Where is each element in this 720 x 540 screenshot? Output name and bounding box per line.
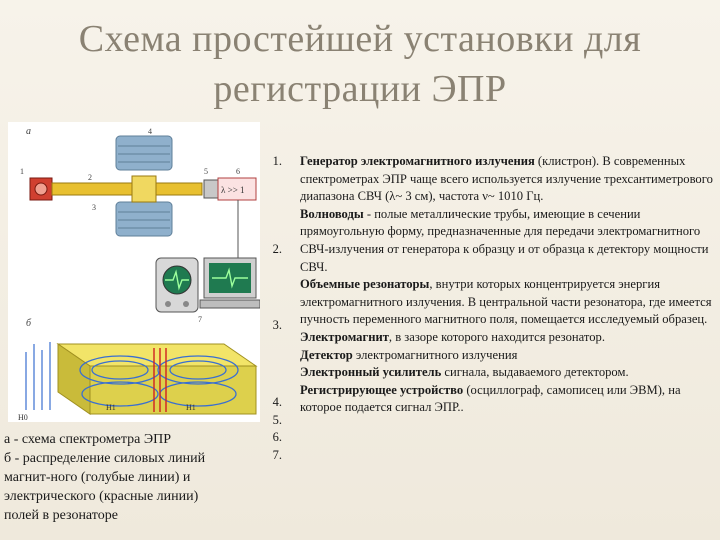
item-term: Электромагнит bbox=[300, 329, 389, 344]
magnet-pole-bottom bbox=[116, 202, 172, 236]
item-term: Объемные резонаторы bbox=[300, 277, 430, 292]
klystron-icon bbox=[35, 183, 47, 195]
label-part-6: 6 bbox=[236, 167, 240, 176]
caption-line-5: полей в резонаторе bbox=[4, 508, 118, 523]
label-part-2: 2 bbox=[88, 173, 92, 182]
list-item bbox=[300, 206, 714, 276]
item-text: сигнала, выдаваемого детектором. bbox=[441, 365, 629, 380]
label-a: а bbox=[26, 126, 31, 137]
list-number-3: 3. bbox=[272, 318, 282, 332]
item-text: (клистрон). В современных спектрометрах ЭПР чаще всего используется излучение трехсантиметрового диапазона СВЧ (λ~ 3 см), частота ν~ 1010 Гц. bbox=[300, 154, 713, 204]
item-text: , в зазоре которого находится резонатор. bbox=[388, 329, 605, 344]
label-part-5: 5 bbox=[204, 167, 208, 176]
figure-caption bbox=[4, 430, 276, 525]
list-number-7: 7. bbox=[272, 448, 282, 462]
caption-line-4: электрического (красные линии) bbox=[4, 489, 199, 504]
item-term: Волноводы bbox=[300, 206, 364, 221]
h0-field-arrows bbox=[26, 342, 50, 410]
knob-icon bbox=[165, 301, 171, 307]
list-item bbox=[300, 347, 714, 365]
magnet-pole-top bbox=[116, 136, 172, 170]
list-number-1: 1. bbox=[272, 154, 282, 168]
label-h1-right: H1 bbox=[186, 403, 196, 412]
label-part-3: 3 bbox=[92, 203, 96, 212]
component-list bbox=[300, 153, 714, 417]
list-item bbox=[300, 329, 714, 347]
item-text: (осциллограф, самописец или ЭВМ), на которое подается сигнал ЭПР.. bbox=[300, 382, 681, 415]
item-text: , внутри которых концентрируется энергия электромагнитного излучения. В центральной части резонатора, где имеется пучность переменного магнитного поля, помещается исследуемый образец. bbox=[300, 277, 712, 327]
item-term: Регистрирующее устройство bbox=[300, 382, 464, 397]
caption-line-3: магнит-ного (голубые линии) и bbox=[4, 470, 191, 485]
label-h0: H0 bbox=[18, 413, 28, 422]
list-number-5: 5. bbox=[272, 413, 282, 427]
label-b: б bbox=[26, 318, 32, 329]
label-part-4: 4 bbox=[148, 127, 152, 136]
list-item bbox=[300, 382, 714, 417]
title-line-1: Схема простейшей установки для bbox=[78, 18, 642, 60]
caption-line-2: б - распределение силовых линий bbox=[4, 451, 206, 466]
item-text: - полые металлические трубы, имеющие в сечении прямоугольную форму, предназначенные для передачи электромагнитного СВЧ-излучения от генератора к образцу и от образца к детектору мощности СВЧ. bbox=[300, 206, 709, 274]
epr-diagram bbox=[8, 122, 260, 422]
list-item bbox=[300, 364, 714, 382]
list-item bbox=[300, 153, 714, 206]
label-part-1: 1 bbox=[20, 167, 24, 176]
resonator-small bbox=[132, 176, 156, 202]
caption-line-1: а - схема спектрометра ЭПР bbox=[4, 432, 172, 447]
item-term: Электронный усилитель bbox=[300, 365, 442, 380]
knob-icon bbox=[183, 301, 189, 307]
detector-block bbox=[204, 180, 218, 198]
slide-title bbox=[0, 14, 720, 114]
title-line-2: регистрации ЭПР bbox=[213, 68, 507, 110]
list-item bbox=[300, 276, 714, 329]
list-number-2: 2. bbox=[272, 242, 282, 256]
label-h1-left: H1 bbox=[106, 403, 116, 412]
epr-setup-figure bbox=[8, 122, 260, 422]
resonator-top-face bbox=[58, 344, 256, 366]
item-text: электромагнитного излучения bbox=[352, 347, 518, 362]
item-term: Генератор электромагнитного излучения bbox=[300, 154, 535, 168]
item-term: Детектор bbox=[300, 347, 353, 362]
list-number-6: 6. bbox=[272, 430, 282, 444]
waveguide bbox=[52, 183, 202, 195]
list-number-4: 4. bbox=[272, 395, 282, 409]
label-part-7: 7 bbox=[198, 315, 202, 324]
amplifier-label: λ >> 1 bbox=[221, 185, 245, 195]
keyboard bbox=[200, 300, 260, 308]
